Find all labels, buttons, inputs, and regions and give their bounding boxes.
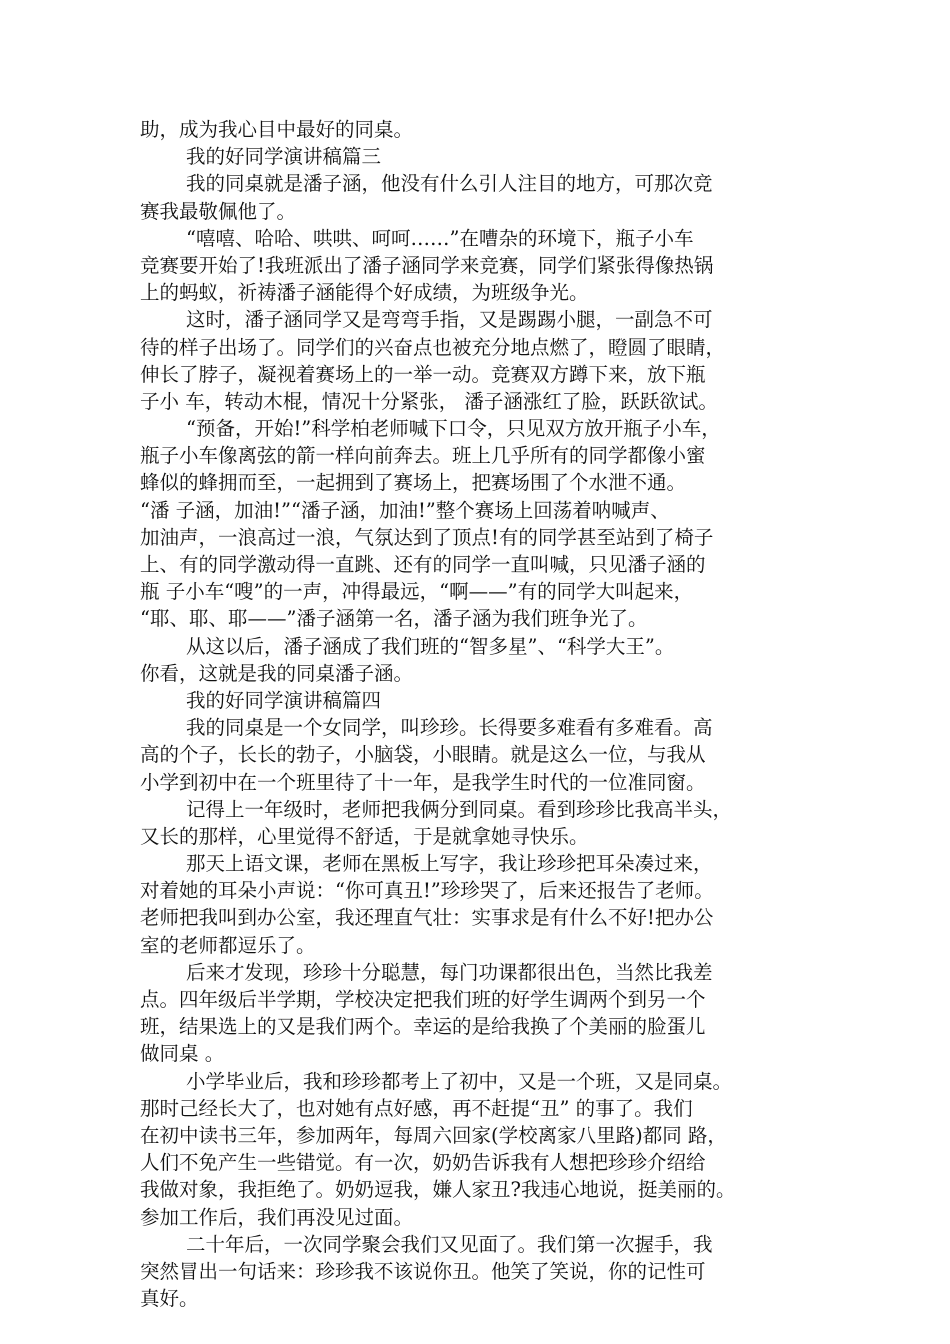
text-line: “耶、耶、耶——”潘子涵第一名，潘子涵为我们班争光了。 [140, 607, 648, 631]
text-line: 做同桌 。 [140, 1042, 225, 1066]
paragraph-first-line: 记得上一年级时，老师把我俩分到同桌。看到珍珍比我高半头， [186, 797, 733, 821]
text-line: 点。四年级后半学期，学校决定把我们班的好学生调两个到另一个 [140, 988, 706, 1011]
text-line: 老师把我叫到办公室，我还理直气壮：实事求是有什么不好!把办公 [140, 906, 714, 930]
paragraph-first-line: “预备，开始!”科学柏老师喊下口令，只见双方放开瓶子小车， [186, 417, 721, 441]
text-line: 参加工作后，我们再没见过面。 [140, 1205, 414, 1229]
text-line: 对着她的耳朵小声说：“你可真丑!”珍珍哭了，后来还报告了老师。 [140, 879, 714, 903]
paragraph-first-line: “嘻嘻、哈哈、哄哄、呵呵……”在嘈杂的环境下，瓶子小车 [186, 226, 694, 250]
paragraph-first-line: 后来才发现，珍珍十分聪慧，每门功课都很出色，当然比我差 [186, 960, 713, 984]
text-line: 我做对象，我拒绝了。奶奶逗我，嫌人家丑?我违心地说，挺美丽的。 [140, 1178, 736, 1202]
paragraph-first-line: 从这以后，潘子涵成了我们班的“智多星”、“科学大王”。 [186, 634, 675, 658]
text-line: 赛我最敬佩他了。 [140, 199, 297, 223]
text-line: 高的个子，长长的勃子，小脑袋，小眼睛。就是这么一位，与我从 [140, 743, 706, 767]
text-line: 那时己经长大了，也对她有点好感，再不赶提“丑” 的事了。我们 [140, 1096, 693, 1120]
text-line: 伸长了脖子，凝视着赛场上的一举一动。竞赛双方蹲下来，放下瓶 [140, 362, 706, 386]
text-line: 真好。 [140, 1287, 199, 1311]
text-line: 上的蚂蚁，祈祷潘子涵能得个好成绩，为班级争光。 [140, 281, 589, 305]
text-line: “潘 子涵，加油!”“潘子涵，加油!”整个赛场上回荡着呐喊声、 [140, 498, 670, 522]
text-line: 突然冒出一句话来：珍珍我不该说你丑。他笑了笑说，你的记性可 [140, 1259, 706, 1283]
paragraph-first-line: 那天上语文课，老师在黑板上写字，我让珍珍把耳朵凑过来， [186, 852, 713, 876]
text-line: 你看，这就是我的同桌潘子涵。 [140, 661, 414, 685]
text-line: 人们不免产生一些错觉。有一次，奶奶告诉我有人想把珍珍介绍给 [140, 1151, 706, 1175]
paragraph-first-line: 这时，潘子涵同学又是弯弯手指，又是踢踢小腿，一副急不可 [186, 308, 713, 332]
paragraph-first-line: 我的同桌是一个女同学，叫珍珍。长得要多难看有多难看。高 [186, 716, 713, 740]
paragraph-first-line: 小学毕业后，我和珍珍都考上了初中，又是一个班，又是同桌。 [186, 1069, 733, 1093]
paragraph-first-line: 我的好同学演讲稿篇三 [186, 145, 382, 169]
text-line: 又长的那样，心里觉得不舒适，于是就拿她寻快乐。 [140, 824, 589, 848]
text-line: 加油声，一浪高过一浪，气氛达到了顶点!有的同学甚至站到了椅子 [140, 525, 714, 549]
text-line: 在初中读书三年，参加两年，每周六回家(学校离家八里路)都同 路， [140, 1123, 727, 1147]
text-line: 瓶子小车像离弦的箭一样向前奔去。班上几乎所有的同学都像小蜜 [140, 444, 706, 468]
paragraph-first-line: 我的同桌就是潘子涵，他没有什么引人注目的地方，可那次竞 [186, 172, 713, 196]
text-line: 瓶 子小车“嗖”的一声，冲得最远，“啊——”有的同学大叫起来， [140, 580, 694, 604]
paragraph-first-line: 我的好同学演讲稿篇四 [186, 688, 382, 712]
text-line: 小学到初中在一个班里待了十一年，是我学生时代的一位准同窗。 [140, 770, 706, 794]
text-line: 子小 车，转动木棍，情况十分紧张， 潘子涵涨红了脸，跃跃欲试。 [140, 389, 718, 413]
paragraph-first-line: 二十年后，一次同学聚会我们又见面了。我们第一次握手，我 [186, 1232, 713, 1256]
text-line: 蜂似的蜂拥而至，一起拥到了赛场上，把赛场围了个水泄不通。 [140, 471, 687, 495]
text-line: 待的样子出场了。同学们的兴奋点也被充分地点燃了，瞪圆了眼睛， [140, 335, 726, 359]
text-line: 竞赛要开始了!我班派出了潘子涵同学来竞赛，同学们紧张得像热锅 [140, 253, 714, 277]
text-line: 室的老师都逗乐了。 [140, 933, 316, 957]
document-body [140, 116, 812, 1312]
text-line: 班，结果选上的又是我们两个。幸运的是给我换了个美丽的脸蛋儿 [140, 1015, 706, 1039]
text-line: 上、有的同学激动得一直跳、还有的同学一直叫喊，只见潘子涵的 [140, 553, 706, 576]
text-line: 助，成为我心目中最好的同桌。 [140, 118, 414, 141]
